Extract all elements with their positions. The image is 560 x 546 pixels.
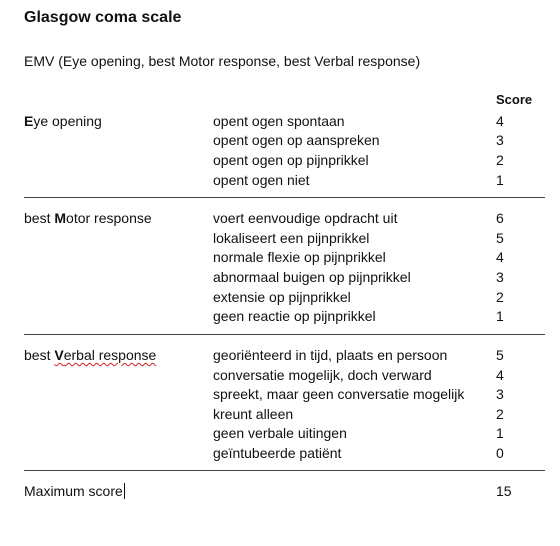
- verbal-item-desc: kreunt alleen: [213, 406, 294, 422]
- eye-item-score: 3: [496, 132, 504, 148]
- verbal-item-score: 4: [496, 367, 504, 383]
- verbal-item-score: 0: [496, 445, 504, 461]
- motor-item-desc: extensie op pijnprikkel: [213, 289, 351, 305]
- category-label-rest: erbal response: [63, 347, 157, 363]
- motor-item-desc: voert eenvoudige opdracht uit: [213, 210, 398, 226]
- verbal-item-desc: conversatie mogelijk, doch verward: [213, 367, 432, 383]
- eye-item-desc: opent ogen niet: [213, 172, 310, 188]
- eye-item-score: 4: [496, 113, 504, 129]
- motor-item-score: 5: [496, 230, 504, 246]
- document-title: Glasgow coma scale: [24, 9, 182, 26]
- verbal-item-score: 5: [496, 347, 504, 363]
- verbal-item-desc: spreekt, maar geen conversatie mogelijk: [213, 386, 465, 402]
- category-label-rest: otor response: [66, 210, 152, 226]
- category-verbal-response: [24, 347, 156, 363]
- verbal-item-desc: georiënteerd in tijd, plaats en persoon: [213, 347, 448, 363]
- motor-item-score: 4: [496, 249, 504, 265]
- maximum-score-label: Maximum score: [24, 483, 123, 499]
- eye-item-score: 1: [496, 172, 504, 188]
- category-initial: E: [24, 113, 34, 129]
- motor-item-desc: normale flexie op pijnprikkel: [213, 249, 386, 265]
- eye-item-desc: opent ogen op aanspreken: [213, 132, 380, 148]
- category-motor-response: [24, 210, 152, 226]
- verbal-item-score: 1: [496, 425, 504, 441]
- category-prefix: best: [24, 347, 55, 363]
- score-column-header: Score: [496, 92, 533, 107]
- motor-item-desc: lokaliseert een pijnprikkel: [213, 230, 370, 246]
- section-divider: [24, 334, 545, 335]
- category-initial: V: [54, 347, 64, 363]
- verbal-item-score: 3: [496, 386, 504, 402]
- eye-item-desc: opent ogen op pijnprikkel: [213, 152, 369, 168]
- motor-item-score: 1: [496, 308, 504, 324]
- section-divider: [24, 470, 545, 471]
- verbal-item-score: 2: [496, 406, 504, 422]
- section-divider: [24, 197, 545, 198]
- category-label-rest: ye opening: [33, 113, 102, 129]
- verbal-item-desc: geïntubeerde patiënt: [213, 445, 342, 461]
- maximum-score-row[interactable]: [24, 483, 125, 499]
- category-initial: M: [54, 210, 67, 226]
- motor-item-score: 6: [496, 210, 504, 226]
- eye-item-desc: opent ogen spontaan: [213, 113, 345, 129]
- spellcheck-underlined-word: [54, 347, 156, 363]
- document-subtitle: EMV (Eye opening, best Motor response, best Verbal response): [24, 53, 421, 69]
- motor-item-desc: geen reactie op pijnprikkel: [213, 308, 376, 324]
- category-eye-opening: [24, 113, 102, 129]
- motor-item-desc: abnormaal buigen op pijnprikkel: [213, 269, 411, 285]
- motor-item-score: 3: [496, 269, 504, 285]
- verbal-item-desc: geen verbale uitingen: [213, 425, 347, 441]
- category-prefix: best: [24, 210, 55, 226]
- maximum-score-value: 15: [496, 483, 512, 499]
- motor-item-score: 2: [496, 289, 504, 305]
- text-cursor: [124, 483, 125, 499]
- eye-item-score: 2: [496, 152, 504, 168]
